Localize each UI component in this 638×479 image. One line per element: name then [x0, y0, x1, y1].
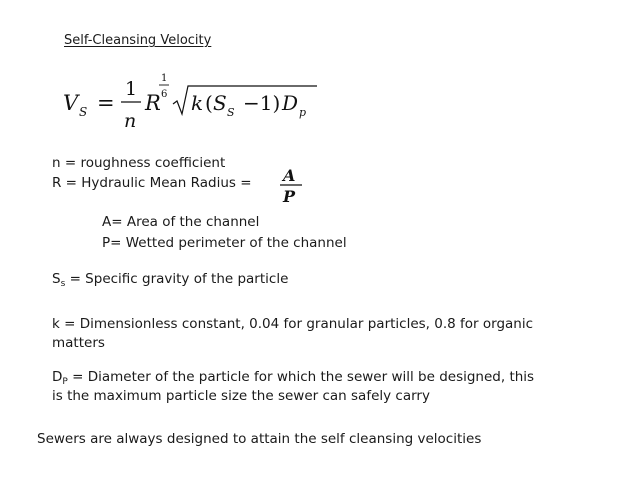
conclusion-text: Sewers are always designed to attain the self cleansing velocities [37, 431, 482, 447]
ss-subscript: s [60, 279, 66, 289]
formula-fraction-numerator: 1 [125, 78, 138, 100]
definition-k-line-1: k = Dimensionless constant, 0.04 for granular particles, 0.8 for organic [52, 316, 534, 332]
fraction-a: A [283, 166, 296, 185]
self-cleansing-velocity-formula [55, 66, 325, 136]
formula-fraction-denominator: n [124, 110, 137, 132]
definition-ss [52, 270, 288, 289]
formula-radicand-minus-one: −1) [243, 91, 281, 115]
area-over-perimeter-fraction [276, 165, 306, 205]
formula-radicand-s-subscript: S [227, 106, 235, 119]
formula-radicand-s: S [213, 91, 227, 115]
dp-symbol: D [52, 369, 63, 385]
formula-radius-symbol: R [145, 91, 161, 115]
definition-p: P= Wetted perimeter of the channel [102, 235, 347, 251]
dp-text: = Diameter of the particle for which the sewer will be designed, this [67, 369, 535, 385]
ss-symbol: S [52, 271, 61, 287]
definition-r: R = Hydraulic Mean Radius = [52, 175, 252, 191]
definition-dp-line-2: is the maximum particle size the sewer can safely carry [52, 388, 430, 404]
formula-equals: = [97, 91, 115, 115]
formula-radicand-d: D [282, 91, 299, 115]
formula-velocity-symbol: V [63, 91, 79, 115]
definition-a: A= Area of the channel [102, 214, 260, 230]
ss-text: = Specific gravity of the particle [65, 271, 289, 287]
dp-subscript: P [62, 377, 68, 387]
formula-velocity-subscript: S [79, 105, 88, 119]
definition-dp-line-1 [52, 368, 534, 387]
formula-radicand-open-paren: ( [205, 91, 213, 115]
slide-heading: Self-Cleansing Velocity [64, 33, 212, 48]
formula-exponent-numerator: 1 [161, 73, 168, 84]
definition-n: n = roughness coefficient [52, 155, 226, 171]
formula-radicand-d-subscript: p [299, 106, 307, 119]
formula-radicand-k: k [191, 91, 204, 115]
definition-k-line-2: matters [52, 335, 105, 351]
fraction-p: P [283, 187, 296, 206]
formula-exponent-denominator: 6 [161, 89, 168, 100]
